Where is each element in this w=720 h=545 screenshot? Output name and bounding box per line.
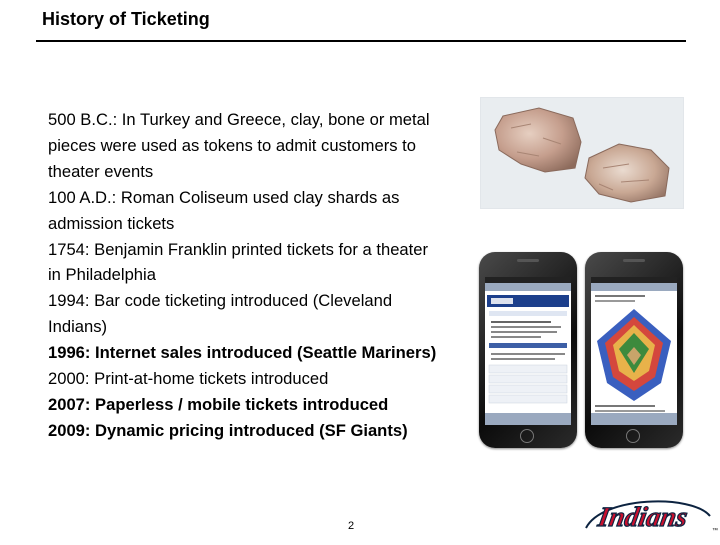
phone-screen: [485, 277, 571, 425]
bullet-item: 2009: Dynamic pricing introduced (SF Giants): [48, 420, 408, 440]
bullet-item: 1994: Bar code ticketing introduced (Cleveland Indians): [48, 291, 393, 337]
phone-earpiece: [517, 259, 539, 262]
svg-text:™: ™: [712, 528, 718, 534]
bullet-item: 2000: Print-at-home tickets introduced: [48, 369, 329, 389]
phone-ticket-list: [479, 252, 577, 448]
ticket-list-screen-image: [485, 291, 571, 425]
home-button-icon: [520, 429, 534, 443]
slide-title: History of Ticketing: [42, 9, 210, 29]
bullet-item: 500 B.C.: In Turkey and Greece, clay, bone or metal pieces were used as tokens to admit customers to theater events: [48, 110, 430, 181]
bullet-item: 2007: Paperless / mobile tickets introduced: [48, 394, 389, 414]
title-rule: [36, 40, 686, 42]
home-button-icon: [626, 429, 640, 443]
clay-tokens-image: [481, 98, 683, 208]
svg-text:Indians: Indians: [595, 502, 690, 533]
bullet-item: 100 A.D.: Roman Coliseum used clay shards as admission tickets: [48, 187, 400, 233]
page-number: 2: [348, 520, 355, 532]
indians-logo: [582, 488, 720, 540]
bullet-item: 1996: Internet sales introduced (Seattle Mariners): [48, 343, 437, 363]
stadium-map-screen-image: [591, 291, 677, 425]
phone-earpiece: [623, 259, 645, 262]
bullet-item: 1754: Benjamin Franklin printed tickets for a theater in Philadelphia: [48, 239, 429, 285]
phone-screen: [591, 277, 677, 425]
bullet-list: [48, 107, 443, 444]
phone-seat-map: [585, 252, 683, 448]
indians-logo-image: [582, 488, 720, 540]
clay-token-photo: [480, 97, 684, 209]
